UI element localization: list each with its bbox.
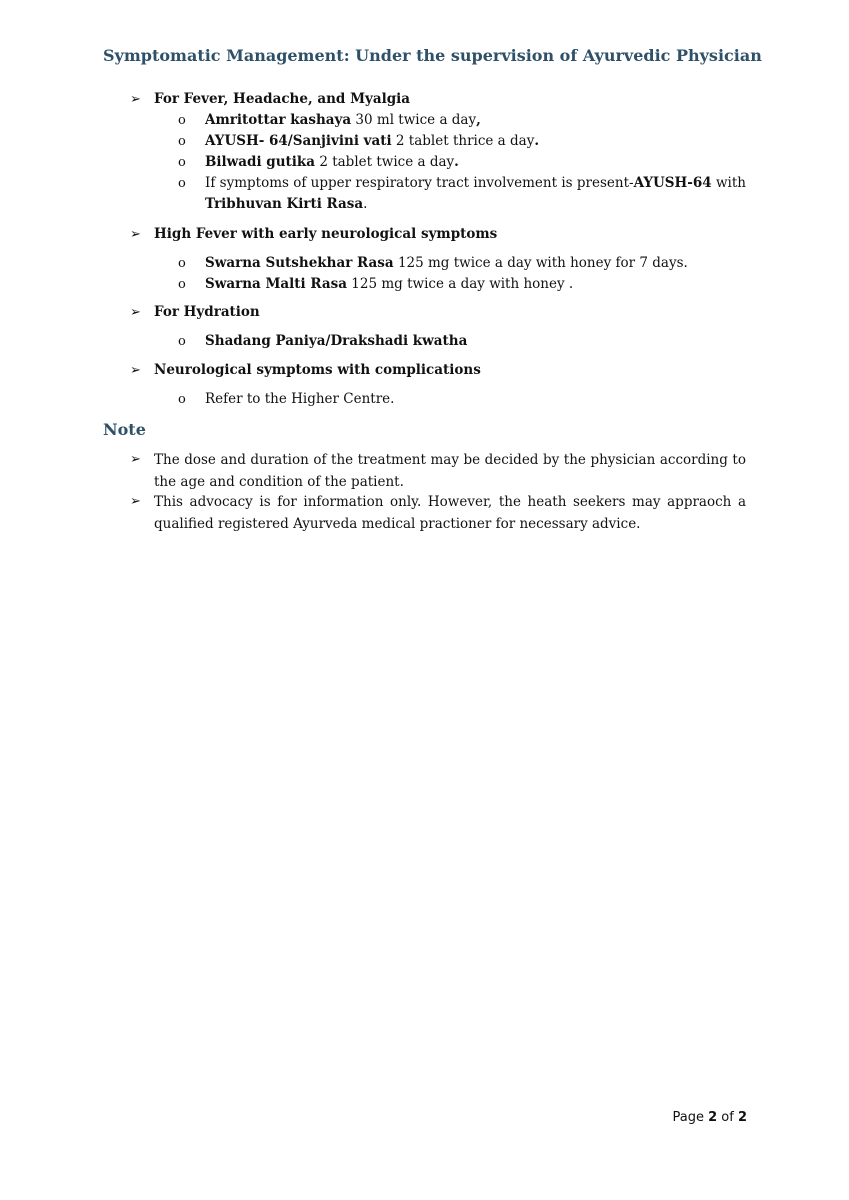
section-heading (130, 224, 750, 245)
medicine-name: AYUSH-64 (633, 175, 712, 191)
arrow-bullet-icon: ➢ (130, 452, 141, 467)
list-item (130, 173, 746, 215)
treatment-list (130, 110, 750, 215)
current-page: 2 (708, 1110, 718, 1125)
page-label: Page (672, 1110, 709, 1125)
section-heading-text: Neurological symptoms with complications (154, 362, 481, 378)
circle-bullet-icon: o (178, 113, 186, 128)
circle-bullet-icon: o (178, 334, 186, 349)
arrow-bullet-icon: ➢ (130, 494, 141, 509)
circle-bullet-icon: o (178, 392, 186, 407)
dosage-text: 125 mg twice a day with honey for 7 days. (393, 255, 688, 271)
section-hydration (130, 302, 750, 352)
arrow-bullet-icon: ➢ (130, 363, 141, 378)
section-heading (130, 360, 750, 381)
list-item (130, 331, 746, 352)
medicine-name: Amritottar kashaya (205, 112, 352, 128)
page-title: Symptomatic Management: Under the supervision of Ayurvedic Physician (103, 46, 762, 65)
note-item (130, 491, 746, 535)
list-item (130, 253, 746, 274)
treatment-list (130, 253, 750, 295)
section-heading (130, 89, 750, 110)
total-pages: 2 (737, 1110, 747, 1125)
note-heading: Note (103, 420, 146, 439)
dosage-text: 30 ml twice a day (351, 112, 477, 128)
section-neurological (130, 360, 750, 410)
circle-bullet-icon: o (178, 176, 186, 191)
note-text: The dose and duration of the treatment may be decided by the physician according to the age and condition of the patient. (154, 452, 746, 490)
page-number (673, 1110, 748, 1125)
arrow-bullet-icon: ➢ (130, 305, 141, 320)
punctuation: . (454, 154, 459, 170)
section-heading-text: For Hydration (154, 304, 260, 320)
medicine-name: Swarna Malti Rasa (205, 276, 348, 292)
punctuation: . (534, 133, 540, 149)
dosage-text: 2 tablet thrice a day (391, 133, 535, 149)
medicine-name: Shadang Paniya/Drakshadi kwatha (205, 333, 468, 349)
dosage-text: 125 mg twice a day with honey . (347, 276, 574, 292)
punctuation: , (476, 112, 481, 128)
circle-bullet-icon: o (178, 155, 186, 170)
list-item (130, 389, 746, 410)
note-item (130, 449, 746, 493)
section-high-fever (130, 224, 750, 295)
medicine-name: Tribhuvan Kirti Rasa (205, 196, 364, 212)
medicine-name: Bilwadi gutika (205, 154, 316, 170)
circle-bullet-icon: o (178, 256, 186, 271)
circle-bullet-icon: o (178, 277, 186, 292)
medicine-name: AYUSH- 64/Sanjivini vati (205, 133, 392, 149)
dosage-text: 2 tablet twice a day (315, 154, 455, 170)
instruction-text: Refer to the Higher Centre. (205, 391, 395, 407)
note-text: This advocacy is for information only. However, the heath seekers may appraoch a qualified registered Ayurveda medical practioner for necessary advice. (154, 494, 746, 532)
list-item (130, 274, 746, 295)
list-item (130, 110, 746, 131)
page-of-label: of (717, 1110, 738, 1125)
section-heading-text: For Fever, Headache, and Myalgia (154, 91, 411, 107)
medicine-name: Swarna Sutshekhar Rasa (205, 255, 394, 271)
treatment-list (130, 331, 750, 352)
list-item (130, 152, 746, 173)
section-fever (130, 89, 750, 215)
section-heading-text: High Fever with early neurological symptoms (154, 226, 498, 242)
list-item (130, 131, 746, 152)
arrow-bullet-icon: ➢ (130, 227, 141, 242)
circle-bullet-icon: o (178, 134, 186, 149)
condition-text: If symptoms of upper respiratory tract involvement is present- (205, 175, 634, 191)
connector-text: with (711, 175, 746, 191)
arrow-bullet-icon: ➢ (130, 92, 141, 107)
section-heading (130, 302, 750, 323)
treatment-list (130, 389, 750, 410)
punctuation: . (363, 196, 368, 212)
